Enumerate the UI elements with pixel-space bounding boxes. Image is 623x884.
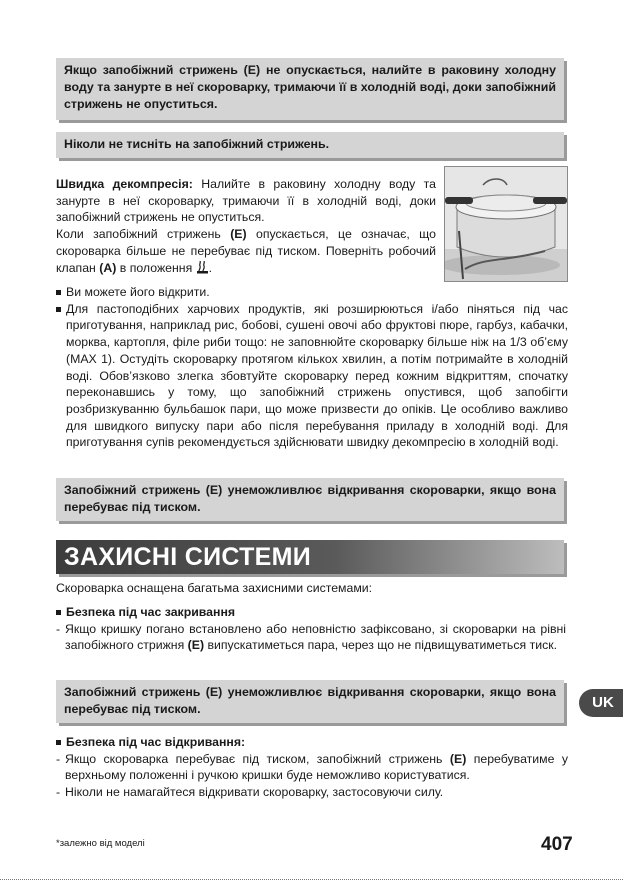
opening-safety-section (56, 734, 568, 801)
closing-safety-text: Якщо кришку погано встановлено або неповністю зафіксовано, зі скороварки на рівні запобіжного стрижня (65, 621, 566, 653)
section-heading: ЗАХИСНІ СИСТЕМИ (56, 540, 564, 574)
warning-box-never-press-valve: Ніколи не тисніть на запобіжний стрижень. (56, 132, 564, 158)
opening-safety-text: Ніколи не намагайтеся відкривати скороварку, застосовуючи силу. (65, 785, 444, 800)
instruction-bullets (56, 284, 568, 451)
dash-marker: - (56, 751, 61, 766)
quick-decompression-text: Налийте в раковину холодну воду та занурте в неї скороварку, тримаючи її в холодній воді, доки запобіжний стрижень не опуститься. (56, 177, 437, 225)
dash-marker: - (56, 621, 61, 636)
bullet-item: Для пастоподібних харчових продуктів, які розширюються і/або піняться під час приготування, наприклад рис, бобові, сушені овочі або фруктові пюре, гарбуз, кабачки, морква, картопля, філе риби тощо: не заповнюйте скороварку більше ніж на 1/3 об’єму (MAX 1). Остудіть скороварку протягом кількох хвилин, а потім потримайте в холодній воді. Обов’язково злегка збовтуйте скороварку перед кожним відкриттям, спочатку переконавшись у тому, що запобіжний стрижень опустився, щоб запобігти розбризкуванню бульбашок пари, що може призвести до опіків. Це особливо важливо для швидкого випуску пари або після перебування приладу в холодній воді. Для приготування супів рекомендується здійснювати швидку декомпресію в холодній воді. (56, 301, 568, 451)
quick-text-part: опускається, це означає, що скороварка більше не перебуває під тиском. Поверніть робочий клапан (56, 227, 436, 275)
closing-safety-title: Безпека під час закривання (66, 605, 236, 619)
opening-safety-text: Якщо скороварка перебуває під тиском, запобіжний стрижень (65, 751, 443, 766)
quick-decompression-paragraph (56, 176, 436, 276)
pressure-cooker-photo (444, 166, 568, 282)
valve-letter-e: (E) (230, 227, 247, 242)
footnote: *залежно від моделі (56, 838, 145, 849)
language-tab-uk: UK (579, 689, 623, 717)
opening-safety-text: перебуватиме у верхньому положенні і ручкою кришки буде неможливо користуватися. (65, 751, 568, 783)
steam-release-icon (196, 261, 209, 274)
warning-box-valve-prevents-opening-2: Запобіжний стрижень (E) унеможливлює відкривання скороварки, якщо вона перебуває під тиском. (56, 680, 564, 723)
quick-decompression-title: Швидка декомпресія: (56, 177, 193, 191)
safety-systems-intro: Скороварка оснащена багатьма захисними системами: (56, 581, 373, 595)
valve-letter-e: (E) (187, 638, 205, 653)
dash-marker: - (56, 785, 61, 800)
page-bottom-rule (0, 879, 623, 880)
closing-safety-section (56, 604, 566, 654)
warning-box-valve-not-lowering: Якщо запобіжний стрижень (E) не опускається, налийте в раковину холодну воду та занурте в неї скороварку, тримаючи її в холодній воді, доки запобіжний стрижень не опуститься. (56, 58, 564, 120)
warning-box-valve-prevents-opening: Запобіжний стрижень (E) унеможливлює відкривання скороварки, якщо вона перебуває під тиском. (56, 478, 564, 521)
quick-text-part: Коли запобіжний стрижень (56, 227, 221, 242)
quick-text-part: . (208, 260, 213, 275)
page-number: 407 (541, 834, 573, 855)
valve-letter-e: (E) (449, 751, 467, 766)
opening-safety-title: Безпека під час відкривання: (66, 735, 246, 749)
quick-text-part: в положення (119, 260, 193, 275)
closing-safety-text: випускатиметься пара, через що не підвищуватиметься тиск. (207, 638, 558, 653)
valve-letter-a: (A) (99, 260, 117, 275)
bullet-item: Ви можете його відкрити. (56, 284, 568, 301)
